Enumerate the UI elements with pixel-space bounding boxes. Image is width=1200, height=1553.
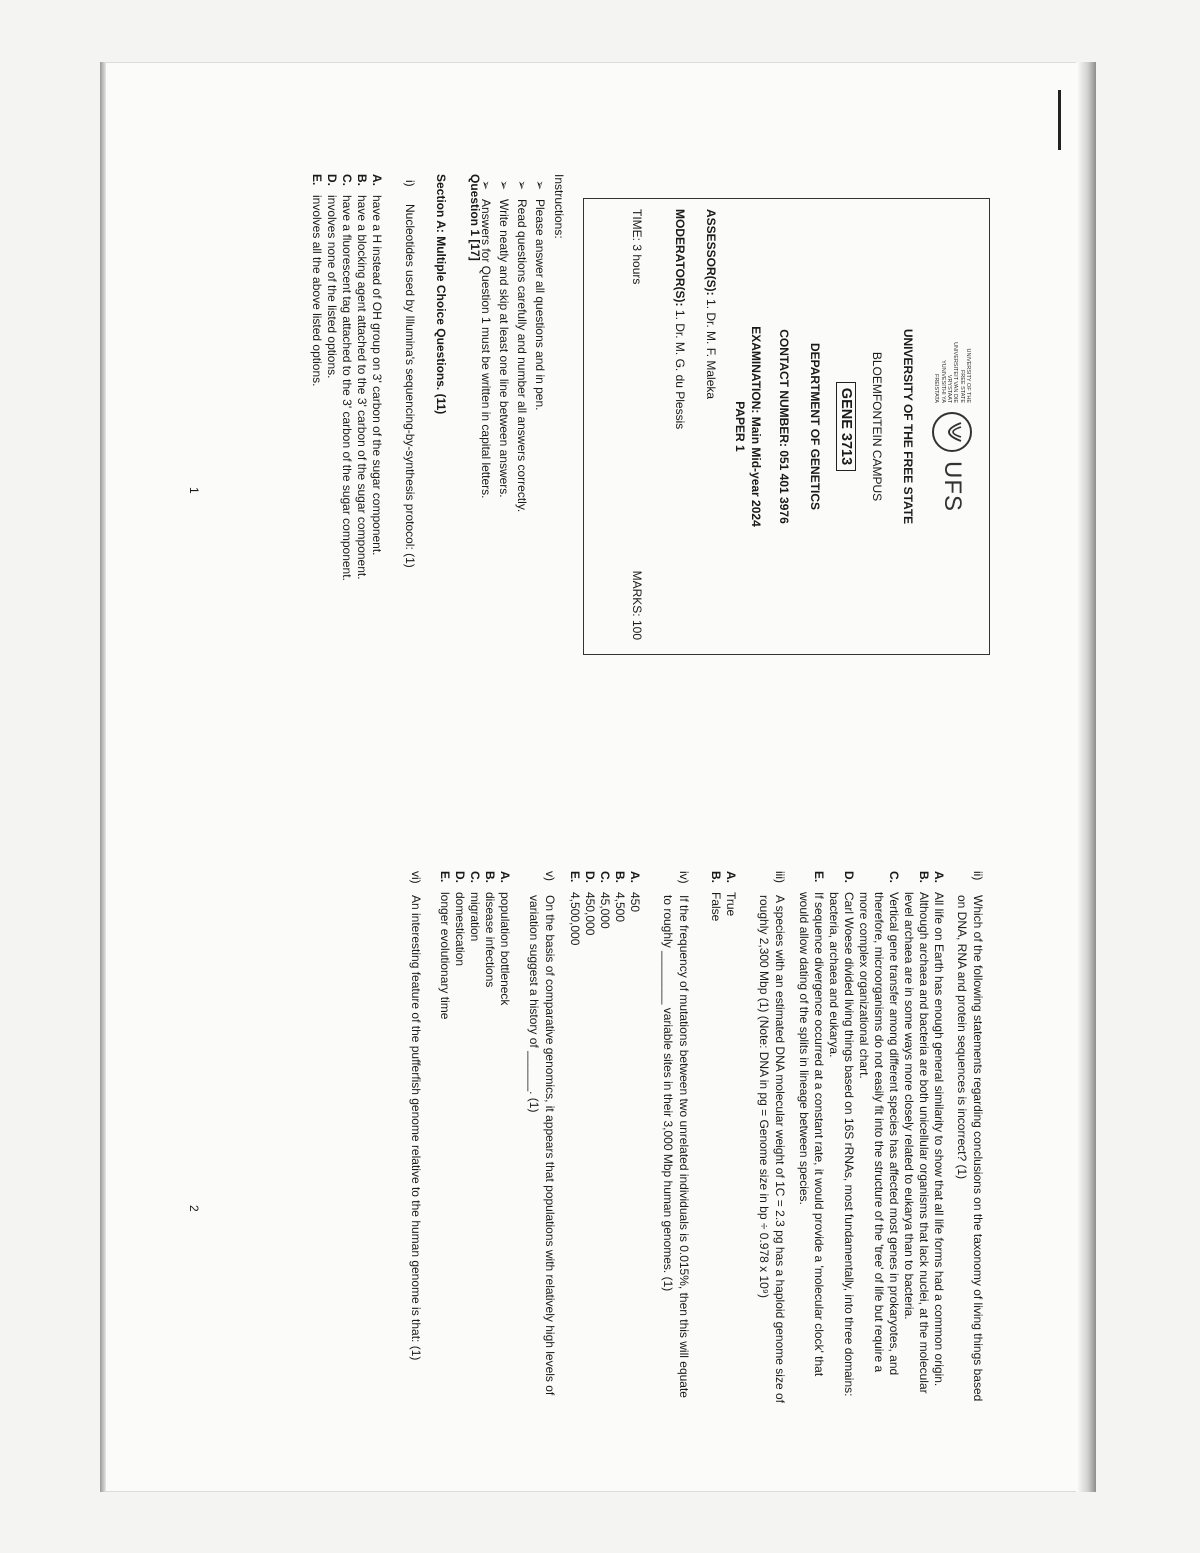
question-heading: Question 1 [17] bbox=[468, 174, 482, 261]
question-ii-options bbox=[796, 871, 946, 1471]
department-name: DEPARTMENT OF GENETICS bbox=[808, 342, 822, 511]
option-item: E. 4,500,000 bbox=[568, 871, 582, 946]
instruction-item: ➢ Read questions carefully and number all answers correctly. bbox=[515, 179, 529, 513]
paper-number: PAPER 1 bbox=[733, 401, 747, 452]
page-number: 2 bbox=[187, 1205, 201, 1212]
option-item: E. involves all the above listed options. bbox=[310, 174, 324, 387]
option-item: B. Although archaea and bacteria are both unicellular organisms that lack nuclei, at the molecular level archaea are in some ways more closely related to eukarya than to bacteria. bbox=[902, 871, 931, 1394]
option-item: A. 450 bbox=[628, 871, 642, 913]
ufs-shield-icon bbox=[931, 411, 973, 453]
page-number: 1 bbox=[187, 487, 201, 494]
crest-text: UNIVERSITY OF THE FREE STATE UNIVERSITEIT VAN DIE VRYSTAAT YUNIVESITHI YA FREISTATA bbox=[933, 342, 972, 403]
arrow-bullet-icon: ➢ bbox=[533, 179, 547, 191]
question-iii: iii) A species with an estimated DNA molecular weight of 1C = 2.3 pg has a haploid genome size of roughly 2,300 Mbp (1) (Note: DNA in pg = Genome size in bp ÷ 0.978 x 10⁹) bbox=[757, 871, 787, 1403]
option-item: B. have a blocking agent attached to the 3' carbon of the sugar component. bbox=[355, 174, 369, 580]
assessor-line: ASSESSOR(S): 1. Dr. M. F. Maleka bbox=[704, 209, 718, 400]
option-item: B. disease infections bbox=[483, 871, 497, 988]
question-v-options bbox=[437, 871, 512, 1019]
time-allowed: TIME: 3 hours bbox=[630, 209, 644, 285]
instruction-item: ➢ Please answer all questions and in pen. bbox=[533, 179, 547, 411]
question-iv-options bbox=[567, 871, 642, 945]
option-item: E. longer evolutionary time bbox=[438, 871, 452, 1020]
university-name: UNIVERSITY OF THE FREE STATE bbox=[901, 328, 915, 525]
instruction-item: ➢ Answers for Question 1 must be written in capital letters. bbox=[479, 179, 493, 499]
contact-number: CONTACT NUMBER: 051 401 3976 bbox=[777, 329, 791, 524]
moderator-line: MODERATOR(S): 1. Dr. M. G. du Plessis bbox=[673, 209, 687, 430]
option-item: D. domestication bbox=[453, 871, 467, 967]
option-item: A. All life on Earth has enough general similarity to show that all life forms had a common origin. bbox=[932, 871, 946, 1387]
option-item: B. 4,500 bbox=[613, 871, 627, 923]
option-item: C. have a fluorescent tag attached to the 3' carbon of the sugar component. bbox=[340, 174, 354, 581]
option-item: B. False bbox=[709, 871, 723, 922]
option-item: C. 45,000 bbox=[598, 871, 612, 929]
total-marks: MARKS: 100 bbox=[630, 570, 644, 640]
question-iv: iv) If the frequency of mutations between two unrelated individuals is 0.015%, then this will equate to roughly ________ variable sites in their 3,000 Mbp human genomes. (1) bbox=[661, 871, 691, 1398]
option-item: D. Carl Woese divided living things based on 16S rRNAs, most fundamentally, into three domains: bacteria, archaea and eukarya. bbox=[827, 871, 856, 1397]
instructions-list bbox=[477, 179, 549, 512]
course-code: GENE 3713 bbox=[836, 382, 856, 471]
campus-name: BLOEMFONTEIN CAMPUS bbox=[870, 351, 884, 502]
arrow-bullet-icon: ➢ bbox=[479, 179, 493, 191]
instructions-title: Instructions: bbox=[552, 174, 566, 239]
option-item: A. True bbox=[724, 871, 738, 917]
exam-type: EXAMINATION: Main Mid-year 2024 bbox=[749, 326, 763, 527]
question-vi: vi) An interesting feature of the pufferfish genome relative to the human genome is that: (1) bbox=[409, 871, 423, 1361]
rotated-exam-spread bbox=[102, 62, 1094, 1492]
arrow-bullet-icon: ➢ bbox=[515, 179, 529, 191]
option-item: D. involves none of the listed options. bbox=[325, 174, 339, 379]
question-i-options bbox=[309, 174, 384, 581]
question-i: i) Nucleotides used by Illumina's sequencing-by-synthesis protocol: (1) bbox=[403, 180, 417, 568]
exam-page-1 bbox=[102, 62, 1094, 777]
question-iii-options bbox=[708, 871, 738, 921]
university-logo bbox=[923, 199, 981, 654]
option-item: E. If sequence divergence occurred at a constant rate, it would provide a 'molecular clock' that would allow dating of the splits in lineage between species. bbox=[797, 871, 826, 1377]
option-item: A. have a H instead of OH group on 3' carbon of the sugar component. bbox=[370, 174, 384, 556]
option-item: D. 450,000 bbox=[583, 871, 597, 936]
arrow-bullet-icon: ➢ bbox=[497, 179, 511, 191]
exam-header-box bbox=[583, 198, 990, 655]
option-item: A. population bottleneck bbox=[498, 871, 512, 1006]
option-item: C. Vertical gene transfer among different species has affected most genes in prokaryotes, and therefore, microorganisms do not easily fit into the structure of the 'tree' of life but require a more complex organizational chart. bbox=[857, 871, 901, 1376]
question-ii: ii) Which of the following statements regarding conclusions on the taxonomy of living things based on DNA, RNA and protein sequences is incorrect? (1) bbox=[955, 871, 985, 1402]
exam-page-2 bbox=[102, 777, 1094, 1492]
question-v: v) On the basis of comparative genomics, it appears that populations with relatively high levels of variation suggest a history of ______. (1) bbox=[527, 871, 557, 1396]
logo-wordmark: UFS bbox=[939, 461, 966, 512]
instruction-item: ➢ Write neatly and skip at least one line between answers. bbox=[497, 179, 511, 498]
option-item: C. migration bbox=[468, 871, 482, 942]
section-heading: Section A: Multiple Choice Questions. (11) bbox=[434, 174, 448, 415]
